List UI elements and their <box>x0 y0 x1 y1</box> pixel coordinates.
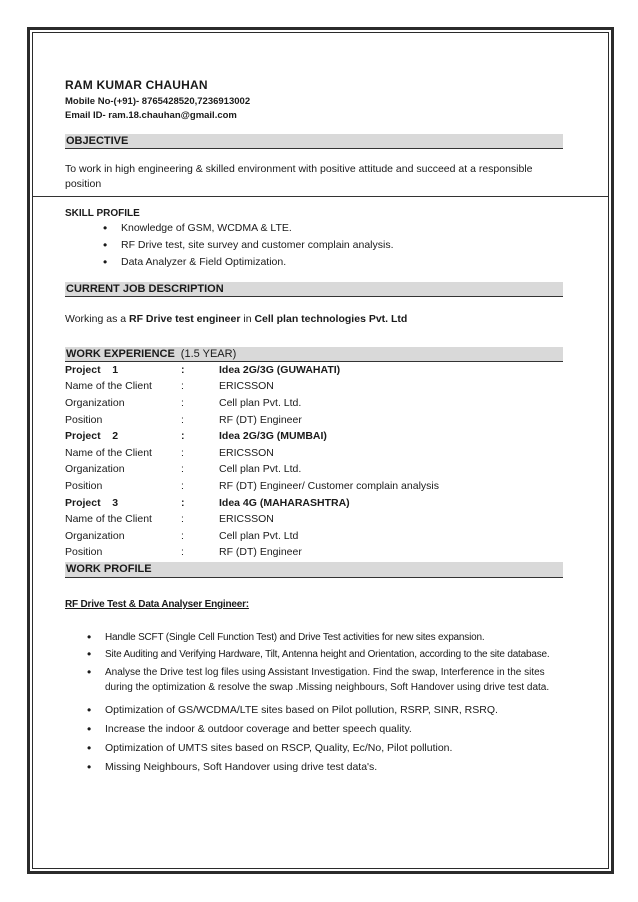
work-experience-duration: (1.5 YEAR) <box>180 348 237 360</box>
project-detail-row <box>65 395 563 411</box>
work-profile-item: • Increase the indoor & outdoor coverage and better speech quality. <box>87 722 565 737</box>
project-detail-row <box>65 478 563 494</box>
project-title: Idea 2G/3G (MUMBAI) <box>219 430 327 442</box>
work-profile-item: • Missing Neighbours, Soft Handover using drive test data's. <box>87 760 565 775</box>
project-title: Idea 2G/3G (GUWAHATI) <box>219 364 341 376</box>
separator: : <box>181 513 184 525</box>
current-job-text <box>65 312 563 327</box>
detail-value: RF (DT) Engineer <box>219 546 302 558</box>
detail-value: ERICSSON <box>219 447 274 459</box>
objective-text <box>65 162 563 192</box>
skill-item: • Knowledge of GSM, WCDMA & LTE. <box>103 221 394 236</box>
current-job-company: Cell plan technologies Pvt. Ltd <box>254 313 408 325</box>
candidate-name: RAM KUMAR CHAUHAN <box>65 78 208 92</box>
detail-key: Name of the Client <box>65 447 152 459</box>
separator: : <box>181 447 184 459</box>
detail-value: Cell plan Pvt. Ltd <box>219 530 299 542</box>
project-label: Project 3 <box>65 497 119 509</box>
detail-value: ERICSSON <box>219 380 274 392</box>
detail-value: RF (DT) Engineer <box>219 414 302 426</box>
project-title: Idea 4G (MAHARASHTRA) <box>219 497 350 509</box>
current-job-role: RF Drive test engineer <box>129 313 241 325</box>
separator: : <box>181 546 184 558</box>
work-experience-heading <box>65 347 563 362</box>
separator: : <box>181 414 184 426</box>
objective-heading-text: OBJECTIVE <box>66 135 129 147</box>
work-profile-item: • Site Auditing and Verifying Hardware, Tilt, Antenna height and Orientation, according to the site database. <box>87 648 565 661</box>
detail-key: Position <box>65 480 103 492</box>
separator: : <box>181 497 185 509</box>
project-detail-row <box>65 511 563 527</box>
separator: : <box>181 364 185 376</box>
detail-value: Cell plan Pvt. Ltd. <box>219 463 302 475</box>
current-job-prefix: Working as a <box>65 313 129 325</box>
project-detail-row <box>65 378 563 394</box>
separator: : <box>181 380 184 392</box>
work-profile-heading-text: WORK PROFILE <box>66 563 152 575</box>
current-job-heading <box>65 282 563 297</box>
project-row <box>65 495 563 511</box>
objective-line-1: To work in high engineering & skilled environment with positive attitude and succeed at a responsible <box>65 163 533 175</box>
skill-item: • Data Analyzer & Field Optimization. <box>103 255 394 270</box>
project-label: Project 2 <box>65 430 119 442</box>
detail-value: Cell plan Pvt. Ltd. <box>219 397 302 409</box>
detail-key: Name of the Client <box>65 380 152 392</box>
section-divider <box>33 196 608 197</box>
mobile-number: Mobile No-(+91)- 8765428520,7236913002 <box>65 96 251 107</box>
project-detail-row <box>65 544 563 560</box>
detail-key: Name of the Client <box>65 513 152 525</box>
detail-key: Organization <box>65 397 125 409</box>
detail-key: Position <box>65 414 103 426</box>
project-label: Project 1 <box>65 364 119 376</box>
email-address: Email ID- ram.18.chauhan@gmail.com <box>65 110 237 121</box>
project-detail-row <box>65 445 563 461</box>
detail-key: Organization <box>65 463 125 475</box>
separator: : <box>181 480 184 492</box>
separator: : <box>181 530 184 542</box>
detail-value: RF (DT) Engineer/ Customer complain analysis <box>219 480 439 492</box>
project-row <box>65 428 563 444</box>
work-profile-item: • Handle SCFT (Single Cell Function Test) and Drive Test activities for new sites expansion. <box>87 630 565 645</box>
objective-line-2: position <box>65 178 102 190</box>
skill-list <box>103 221 394 270</box>
separator: : <box>181 463 184 475</box>
work-profile-subheading: RF Drive Test & Data Analyser Engineer: <box>65 599 249 610</box>
project-detail-row <box>65 412 563 428</box>
work-profile-item: • Analyse the Drive test log files using Assistant Investigation. Find the swap, Interference in the sites during the optimization & resolve the swap .Missing neighbours, Soft Handover using drive test data. <box>87 665 565 695</box>
current-job-mid: in <box>240 313 255 325</box>
detail-key: Organization <box>65 530 125 542</box>
project-row <box>65 362 563 378</box>
work-profile-list <box>87 630 565 775</box>
current-job-heading-text: CURRENT JOB DESCRIPTION <box>66 283 224 295</box>
work-profile-item: • Optimization of UMTS sites based on RSCP, Quality, Ec/No, Pilot pollution. <box>87 741 565 756</box>
work-experience-heading-text: WORK EXPERIENCE <box>66 348 175 360</box>
project-detail-row <box>65 528 563 544</box>
detail-value: ERICSSON <box>219 513 274 525</box>
objective-heading <box>65 134 563 149</box>
skill-profile-heading: SKILL PROFILE <box>65 208 140 219</box>
separator: : <box>181 397 184 409</box>
skill-item: • RF Drive test, site survey and customer complain analysis. <box>103 238 394 253</box>
separator: : <box>181 430 185 442</box>
project-detail-row <box>65 461 563 477</box>
work-profile-item: • Optimization of GS/WCDMA/LTE sites based on Pilot pollution, RSRP, SINR, RSRQ. <box>87 703 565 718</box>
work-profile-heading <box>65 562 563 578</box>
detail-key: Position <box>65 546 103 558</box>
